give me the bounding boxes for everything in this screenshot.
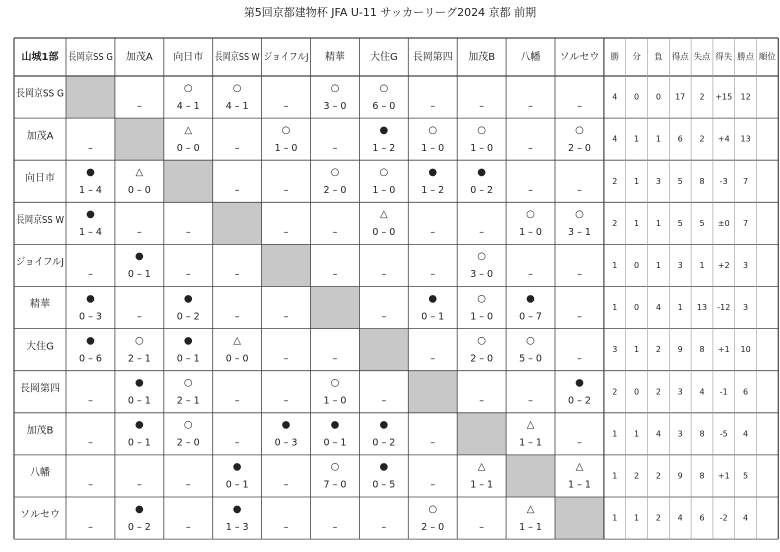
stat-value: -5 [719, 429, 728, 439]
match-score: – [381, 269, 387, 281]
result-mark: △ [233, 335, 242, 347]
stat-value: 8 [699, 471, 705, 481]
result-mark: ● [281, 419, 291, 431]
match-score: – [381, 395, 387, 407]
self-match-cell [457, 413, 506, 455]
match-score: 7 – 0 [323, 479, 347, 491]
corner-label: 山城1部 [21, 52, 59, 63]
stat-value: ±0 [717, 218, 730, 228]
match-score: – [185, 479, 191, 491]
stat-header: 分 [632, 52, 641, 63]
stat-value: 0 [655, 92, 661, 102]
column-header-team: 長岡京SS G [67, 52, 122, 63]
match-score: 2 – 0 [323, 185, 347, 197]
match-score: – [88, 521, 93, 533]
stat-value: 1 [612, 471, 618, 481]
match-score: – [577, 269, 582, 281]
match-score: – [577, 311, 582, 323]
stat-value: 3 [743, 260, 749, 270]
stat-value: 5 [699, 218, 705, 228]
match-score: – [234, 311, 240, 323]
match-score: – [430, 437, 436, 449]
match-score: 0 – 0 [372, 227, 396, 239]
stat-value: 1 [634, 429, 640, 439]
match-score: – [136, 479, 142, 491]
stat-value: 2 [612, 387, 618, 397]
result-mark: ○ [379, 82, 389, 94]
match-score: – [283, 395, 289, 407]
result-mark: ● [526, 293, 535, 305]
match-score: 0 – 5 [372, 479, 396, 491]
column-header-team: ソルセウ [559, 52, 600, 63]
stat-value: 5 [743, 471, 749, 481]
match-score: 5 – 0 [519, 353, 542, 365]
match-score: – [528, 185, 533, 197]
match-score: – [234, 142, 240, 154]
result-mark: △ [575, 461, 584, 473]
result-mark: ● [134, 251, 144, 263]
result-mark: ● [134, 419, 144, 431]
match-score: – [88, 395, 93, 407]
match-score: – [283, 185, 289, 197]
self-match-cell [555, 497, 604, 539]
match-score: 3 – 0 [470, 269, 494, 281]
self-match-cell [164, 160, 213, 202]
stat-value: 1 [612, 260, 618, 270]
match-score: 3 – 0 [323, 100, 347, 112]
result-mark: ○ [330, 166, 340, 178]
match-score: – [577, 100, 582, 112]
match-score: – [430, 269, 436, 281]
match-score: – [234, 437, 240, 449]
stat-value: 3 [743, 303, 749, 313]
match-score: 1 – 4 [79, 227, 102, 239]
match-score: 6 – 0 [372, 100, 396, 112]
result-mark: ● [86, 335, 95, 347]
self-match-cell [311, 287, 360, 329]
self-match-cell [408, 371, 457, 413]
row-team-name: 向日市 [25, 172, 55, 184]
result-mark: ● [477, 166, 487, 178]
stat-value: +2 [717, 260, 730, 270]
result-mark: ● [575, 377, 584, 389]
match-score: – [234, 269, 240, 281]
match-score: – [332, 353, 338, 365]
result-mark: ○ [477, 293, 487, 305]
stat-value: 1 [655, 260, 661, 270]
column-header-team: 大住G [369, 52, 398, 63]
result-mark: ● [232, 503, 242, 515]
stat-value: 2 [612, 218, 618, 228]
result-mark: △ [135, 166, 144, 178]
stat-value: 17 [675, 92, 686, 102]
stat-value: 7 [743, 218, 749, 228]
match-score: – [577, 185, 582, 197]
row-team-name: 長岡第四 [20, 383, 60, 395]
stat-value: 4 [612, 134, 618, 144]
result-mark: ● [379, 124, 389, 136]
row-team-name: 加茂B [26, 425, 54, 437]
stat-value: 5 [677, 176, 683, 186]
stat-value: 2 [655, 471, 661, 481]
result-mark: ● [379, 461, 389, 473]
stat-value: 8 [699, 429, 705, 439]
match-score: 0 – 1 [323, 437, 347, 449]
match-score: 0 – 0 [176, 142, 200, 154]
stat-value: -1 [719, 387, 728, 397]
stat-header: 順位 [758, 52, 776, 63]
match-score: 0 – 1 [176, 353, 200, 365]
match-score: 0 – 1 [127, 269, 151, 281]
stat-value: 4 [677, 513, 683, 523]
stat-value: 4 [699, 387, 705, 397]
result-mark: ○ [183, 377, 193, 389]
result-mark: ● [183, 293, 193, 305]
stat-header: 勝点 [737, 52, 755, 63]
match-score: 1 – 1 [470, 479, 494, 491]
column-header-team: 長岡京SS W [214, 52, 271, 63]
result-mark: ● [134, 503, 144, 515]
stat-value: +4 [717, 134, 730, 144]
result-mark: ○ [575, 209, 584, 221]
stat-value: 1 [699, 260, 705, 270]
result-mark: ○ [428, 503, 438, 515]
match-score: 0 – 2 [568, 395, 591, 407]
match-score: – [283, 311, 289, 323]
match-score: – [283, 227, 289, 239]
match-score: – [136, 311, 142, 323]
stat-value: 2 [655, 345, 661, 355]
stat-value: 2 [699, 92, 705, 102]
match-score: – [136, 100, 142, 112]
match-score: 2 – 1 [127, 353, 151, 365]
self-match-cell [115, 118, 164, 160]
match-score: 1 – 0 [519, 227, 542, 239]
result-mark: ● [183, 335, 193, 347]
match-score: 2 – 1 [176, 395, 200, 407]
match-score: – [528, 395, 533, 407]
row-team-name: 大住G [26, 341, 54, 353]
match-score: – [381, 311, 387, 323]
stat-header: 負 [654, 52, 663, 63]
match-score: – [577, 353, 582, 365]
match-score: 2 – 0 [176, 437, 200, 449]
stat-value: 7 [743, 176, 749, 186]
stat-header: 勝 [610, 52, 620, 63]
match-score: 0 – 2 [470, 185, 494, 197]
match-score: 0 – 6 [79, 353, 102, 365]
self-match-cell [66, 76, 115, 118]
self-match-cell [359, 329, 408, 371]
column-header-team: ジョイフルJ [263, 52, 316, 63]
result-mark: ○ [281, 124, 291, 136]
row-team-name: ジョイフルJ [16, 257, 69, 269]
match-score: 0 – 1 [421, 311, 445, 323]
result-mark: △ [477, 461, 486, 473]
match-score: – [88, 142, 93, 154]
result-mark: ● [134, 377, 144, 389]
match-score: – [430, 353, 436, 365]
match-score: – [528, 269, 533, 281]
column-header-team: 八幡 [520, 52, 541, 63]
stat-value: 3 [612, 345, 618, 355]
result-mark: ○ [526, 335, 535, 347]
match-score: – [283, 100, 289, 112]
stat-value: +1 [717, 471, 730, 481]
result-mark: ○ [330, 377, 340, 389]
match-score: – [234, 185, 240, 197]
match-score: 2 – 0 [568, 142, 591, 154]
result-mark: ○ [183, 82, 193, 94]
stat-value: 1 [634, 345, 640, 355]
stat-value: 4 [655, 429, 661, 439]
stat-value: 1 [655, 134, 661, 144]
match-score: – [234, 395, 240, 407]
match-score: – [283, 353, 289, 365]
stat-value: 1 [677, 303, 683, 313]
stat-value: 2 [655, 387, 661, 397]
self-match-cell [213, 202, 262, 244]
match-score: 0 – 0 [225, 353, 249, 365]
match-score: – [332, 227, 338, 239]
stat-header: 失点 [693, 52, 711, 63]
stat-value: 2 [612, 176, 618, 186]
stat-value: 1 [634, 513, 640, 523]
stat-value: 0 [634, 260, 640, 270]
match-score: 2 – 0 [470, 353, 494, 365]
row-team-name: 加茂A [26, 130, 54, 142]
match-score: – [332, 142, 338, 154]
result-mark: ● [86, 166, 95, 178]
match-score: 1 – 2 [421, 185, 445, 197]
match-score: 1 – 0 [372, 185, 396, 197]
stat-value: 13 [696, 303, 708, 313]
match-score: – [185, 269, 191, 281]
row-team-name: 八幡 [30, 467, 50, 479]
match-score: 0 – 1 [225, 479, 249, 491]
stat-value: 8 [699, 176, 705, 186]
self-match-cell [506, 455, 555, 497]
match-score: – [332, 521, 338, 533]
result-mark: △ [526, 503, 535, 515]
stat-value: 5 [677, 218, 683, 228]
stat-value: 9 [677, 471, 683, 481]
result-mark: △ [526, 419, 535, 431]
match-score: – [283, 521, 289, 533]
result-mark: ● [86, 293, 95, 305]
match-score: – [430, 100, 436, 112]
page-title: 第5回京都建物杯 JFA U-11 サッカーリーグ2024 京都 前期 [243, 6, 537, 19]
stat-value: 8 [699, 345, 705, 355]
match-score: – [577, 437, 582, 449]
match-score: – [185, 521, 191, 533]
result-mark: ○ [477, 335, 487, 347]
result-mark: ○ [477, 124, 487, 136]
match-score: – [479, 227, 485, 239]
stat-value: 0 [634, 92, 640, 102]
match-score: – [88, 269, 93, 281]
result-mark: ○ [330, 461, 340, 473]
result-mark: ● [330, 419, 340, 431]
match-score: – [430, 227, 436, 239]
match-score: 0 – 2 [127, 521, 151, 533]
result-mark: ○ [232, 82, 242, 94]
stat-value: 10 [740, 345, 751, 355]
stat-value: 3 [677, 387, 683, 397]
match-score: 1 – 1 [519, 437, 542, 449]
stat-value: 0 [634, 303, 640, 313]
result-mark: ● [86, 209, 95, 221]
stat-value: +1 [717, 345, 730, 355]
result-mark: ● [232, 461, 242, 473]
match-score: 1 – 0 [421, 142, 445, 154]
match-score: 0 – 7 [519, 311, 542, 323]
match-score: 0 – 3 [274, 437, 298, 449]
match-score: 1 – 2 [372, 142, 396, 154]
match-score: – [430, 479, 436, 491]
match-score: – [479, 100, 485, 112]
match-score: – [381, 521, 387, 533]
match-score: – [185, 227, 191, 239]
match-score: 1 – 0 [323, 395, 347, 407]
stat-value: -12 [717, 303, 731, 313]
stat-value: 1 [634, 134, 640, 144]
match-score: 1 – 1 [568, 479, 591, 491]
stat-value: +15 [715, 92, 733, 102]
match-score: 1 – 0 [470, 142, 494, 154]
match-score: 0 – 0 [127, 185, 151, 197]
stat-value: 6 [677, 134, 683, 144]
stat-value: -2 [719, 513, 728, 523]
match-score: – [479, 521, 485, 533]
stat-value: 4 [655, 303, 661, 313]
result-mark: ○ [526, 209, 535, 221]
stat-value: 4 [612, 92, 618, 102]
stat-value: 9 [677, 345, 683, 355]
match-score: 1 – 1 [519, 521, 542, 533]
row-team-name: ソルセウ [20, 509, 60, 521]
match-score: – [528, 100, 533, 112]
row-team-name: 長岡京SS G [16, 88, 70, 100]
result-mark: ○ [183, 419, 193, 431]
result-mark: ● [379, 419, 389, 431]
result-mark: ○ [575, 124, 584, 136]
match-score: – [136, 227, 142, 239]
stat-value: 2 [699, 134, 705, 144]
match-score: – [479, 395, 485, 407]
result-mark: ○ [428, 124, 438, 136]
stat-value: 1 [612, 429, 618, 439]
column-header-team: 加茂A [125, 52, 153, 63]
match-score: 0 – 2 [176, 311, 200, 323]
stat-value: 6 [743, 387, 749, 397]
match-score: 0 – 2 [372, 437, 396, 449]
stat-value: 12 [740, 92, 751, 102]
stat-value: 1 [634, 176, 640, 186]
stat-value: 1 [612, 303, 618, 313]
stat-value: 3 [677, 260, 683, 270]
result-mark: ○ [477, 251, 487, 263]
match-score: 1 – 3 [225, 521, 249, 533]
stat-value: 4 [743, 429, 749, 439]
column-header-team: 向日市 [173, 52, 204, 63]
stat-value: 0 [634, 387, 640, 397]
match-score: – [88, 479, 93, 491]
stat-header: 得点 [671, 52, 689, 63]
match-score: 2 – 0 [421, 521, 445, 533]
stat-value: 3 [655, 176, 661, 186]
result-mark: ● [428, 293, 438, 305]
result-mark: ● [428, 166, 438, 178]
stat-value: 13 [740, 134, 751, 144]
match-score: 4 – 1 [176, 100, 200, 112]
stat-value: -3 [719, 176, 728, 186]
match-score: 0 – 1 [127, 437, 151, 449]
result-mark: ○ [330, 82, 340, 94]
stat-value: 2 [634, 471, 640, 481]
result-mark: △ [184, 124, 193, 136]
self-match-cell [262, 244, 311, 286]
stat-value: 1 [655, 218, 661, 228]
result-mark: ○ [134, 335, 144, 347]
column-header-team: 長岡第四 [412, 52, 453, 63]
match-score: 3 – 1 [568, 227, 591, 239]
result-mark: △ [379, 209, 388, 221]
stat-value: 1 [612, 513, 618, 523]
stat-value: 1 [634, 218, 640, 228]
match-score: 4 – 1 [225, 100, 249, 112]
stat-value: 2 [655, 513, 661, 523]
column-header-team: 加茂B [468, 52, 496, 63]
stat-value: 4 [743, 513, 749, 523]
result-mark: ○ [379, 166, 389, 178]
match-score: 1 – 0 [274, 142, 298, 154]
match-score: – [88, 437, 93, 449]
row-team-name: 精華 [30, 299, 50, 311]
stat-value: 3 [677, 429, 683, 439]
match-score: – [332, 269, 338, 281]
column-header-team: 精華 [324, 52, 345, 63]
match-score: 1 – 0 [470, 311, 494, 323]
row-team-name: 長岡京SS W [16, 214, 72, 226]
match-score: 0 – 1 [127, 395, 151, 407]
match-score: – [528, 142, 533, 154]
match-score: – [283, 479, 289, 491]
match-score: 1 – 4 [79, 185, 102, 197]
stat-value: 6 [699, 513, 705, 523]
stat-header: 得失 [715, 52, 733, 63]
match-score: 0 – 3 [79, 311, 102, 323]
